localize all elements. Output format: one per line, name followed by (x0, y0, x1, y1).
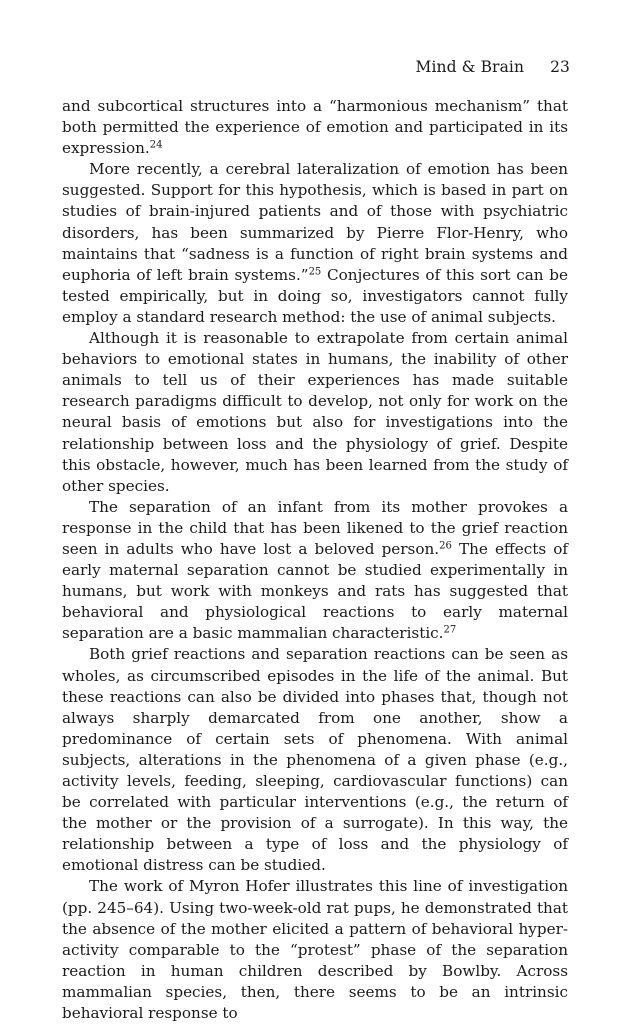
text-run: Both grief reactions and separation reactions can be seen as wholes, as circumscribed episodes in the life of the animal. But these reactions can also be divided into phases that, though not always sharply demarcated from one another, show a predominance of certain sets of phenomena. With animal subjects, alterations in the phenomena of a given phase (e.g., activity levels, feeding, sleeping, cardiovascular functions) can be correlated with particular interventions (e.g., the return of the mother or the provision of a surrogate). In this way, the relationship between a type of loss and the physiology of emotional distress can be studied. (62, 645, 568, 875)
paragraph (62, 328, 568, 497)
text-run: Although it is reasonable to extrapolate from certain animal behaviors to emotional states in humans, the inability of other animals to tell us of their experiences has made suitable research paradigms difficult to develop, not only for work on the neural basis of emotions but also for investigations into the relationship between loss and the physiology of grief. Despite this obstacle, however, much has been learned from the study of other species. (62, 329, 568, 495)
footnote-ref: 27 (443, 624, 457, 636)
paragraph (62, 96, 568, 159)
text-run: The effects of early maternal separation cannot be studied experimentally in humans, but work with monkeys and rats has suggested that behavioral and physiological reactions to early maternal separation are a basic mammalian characteristic. (62, 539, 568, 643)
text-run: and subcortical structures into a “harmonious mechanism” that both permitted the experience of emotion and participated in its expression. (62, 97, 568, 158)
body-text (62, 96, 568, 1024)
text-run: Conjectures of this sort can be tested empirically, but in doing so, investigators cannot fully employ a standard research method: the use of animal subjects. (62, 265, 568, 326)
running-head (415, 58, 570, 76)
paragraph (62, 876, 568, 1024)
footnote-ref: 26 (439, 540, 452, 552)
paragraph (62, 497, 568, 645)
paragraph (62, 644, 568, 876)
page-number: 23 (550, 58, 570, 76)
text-run: More recently, a cerebral lateralization of emotion has been suggested. Support for this hypothesis, which is based in part on studies of brain-injured patients and of those with psychiatric disorders, has been summarized by Pierre Flor-Henry, who maintains that “sadness is a function of right brain systems and euphoria of left brain systems.” (62, 160, 568, 284)
paragraph (62, 159, 568, 328)
running-title: Mind & Brain (415, 58, 525, 76)
text-run: The separation of an infant from its mother provokes a response in the child that has been likened to the grief reaction seen in adults who have lost a beloved person. (62, 497, 568, 558)
text-run: The work of Myron Hofer illustrates this line of investigation (pp. 245–64). Using two-week-old rat pups, he demonstrated that the absence of the mother elicited a pattern of behavioral hyperactivity comparable to the “protest” phase of the separation reaction in human children described by Bowlby. Across mammalian species, then, there seems to be an intrinsic behavioral response to (62, 877, 568, 1023)
footnote-ref: 25 (308, 266, 322, 278)
footnote-ref: 24 (149, 139, 163, 151)
